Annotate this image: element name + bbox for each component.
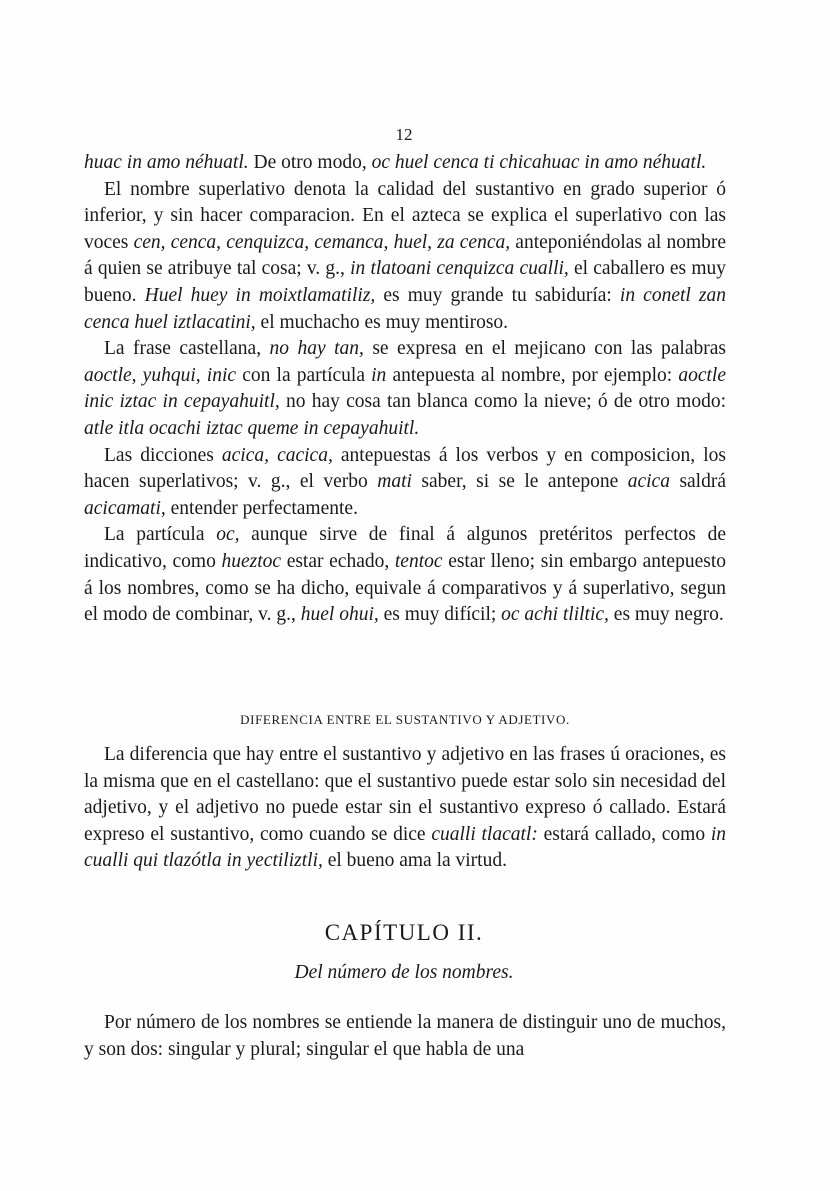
nahuatl-phrase: Huel huey in moixtlamatiliz, <box>144 284 376 306</box>
nahuatl-phrase: oc achi tliltic, <box>501 604 609 626</box>
paragraph-text: el muchacho es muy mentiroso. <box>255 311 509 333</box>
nahuatl-phrase: no hay tan, <box>269 338 364 360</box>
nahuatl-phrase: acica <box>627 471 670 493</box>
paragraph-diferencia <box>84 742 726 875</box>
nahuatl-phrase: acicamati, <box>84 497 166 519</box>
paragraph-text: La diferencia que hay entre el sustantivo y adjetivo en las frases ú oraciones, es la misma que en el castellano: que el sustantivo puede estar solo sin necesidad del adjetivo, y el adjetivo no puede estar sin el sustantivo expreso ó callado. Estará expreso el sustantivo, como cuando se dice <box>84 744 726 845</box>
nahuatl-phrase: cualli tlacatl: <box>431 823 538 845</box>
paragraph-text: El nombre superlativo denota la calidad del sustantivo en grado superior ó inferior, y sin hacer comparacion. En el azteca se explica el superlativo con las voces <box>84 178 726 253</box>
paragraph-numero: Por número de los nombres se entiende la manera de distinguir uno de muchos, y son dos: singular y plural; singular el que habla de una <box>84 1012 726 1060</box>
chapter-subtitle: Del número de los nombres. <box>294 962 514 983</box>
paragraph-particula-oc <box>84 522 726 628</box>
nahuatl-phrase: acica, cacica, <box>221 444 333 466</box>
nahuatl-phrase: oc, <box>216 524 240 546</box>
paragraph-text: es muy difícil; <box>378 604 502 626</box>
paragraph-text: estar echado, <box>281 550 395 572</box>
nahuatl-phrase: huel ohui, <box>300 604 379 626</box>
paragraph-text: estará callado, como <box>537 823 711 845</box>
paragraph-text: se expresa en el mejicano con las palabras <box>363 338 726 360</box>
paragraph-text: saber, si se le antepone <box>411 471 628 493</box>
nahuatl-phrase: tentoc <box>394 550 443 572</box>
nahuatl-phrase: mati <box>377 471 412 493</box>
text-block-lower <box>84 1010 726 1063</box>
page-number: 12 <box>395 125 413 144</box>
section-heading: DIFERENCIA ENTRE EL SUSTANTIVO Y ADJETIVO. <box>240 712 570 727</box>
paragraph-text: no hay cosa tan blanca como la nieve; ó de otro modo: <box>279 391 726 413</box>
nahuatl-phrase: huac in amo néhuatl. <box>84 152 249 173</box>
paragraph-text: aunque sirve de final á algunos pretéritos perfectos de indicativo, como <box>84 524 726 572</box>
paragraph-text: el bueno ama la virtud. <box>322 850 507 872</box>
paragraph-text: es muy negro. <box>608 604 724 626</box>
nahuatl-phrase: hueztoc <box>221 550 282 572</box>
paragraph-frase-castellana <box>84 336 726 442</box>
paragraph-text: La partícula <box>104 524 217 546</box>
nahuatl-phrase: in tlatoani cenquizca cualli, <box>350 258 569 280</box>
paragraph-continuation <box>84 150 726 177</box>
nahuatl-phrase: in conetl zan cenca huel iztlacatini, <box>84 284 727 333</box>
paragraph-text: La frase castellana, <box>104 338 270 360</box>
paragraph-text: entender perfectamente. <box>165 497 358 519</box>
paragraph-superlativo <box>84 177 726 337</box>
paragraph-text: antepuesta al nombre, por ejemplo: <box>386 364 679 386</box>
paragraph-text: con la partícula <box>236 364 372 386</box>
paragraph-text: saldrá <box>669 471 727 493</box>
text-block-middle <box>84 742 726 875</box>
nahuatl-phrase: aoctle, yuhqui, inic <box>84 364 237 386</box>
paragraph-text: De otro modo, <box>248 152 372 173</box>
paragraph-text: el caballero es muy bueno. <box>84 258 726 306</box>
nahuatl-phrase: in <box>371 364 387 386</box>
paragraph-text: antepuestas á los verbos y en composicion, los hacen superlativos; v. g., el verbo <box>84 444 726 493</box>
nahuatl-phrase: atle itla ocachi iztac queme in cepayahuitl. <box>84 417 420 439</box>
nahuatl-phrase: oc huel cenca ti chicahuac in amo néhuatl. <box>371 152 707 173</box>
paragraph-text: Las dicciones <box>104 444 222 466</box>
nahuatl-phrase: aoctle inic iztac in cepayahuitl, <box>84 364 726 413</box>
paragraph-text: anteponiéndolas al nombre á quien se atribuye tal cosa; v. g., <box>84 231 727 280</box>
paragraph-text: es muy grande tu sabiduría: <box>375 284 620 306</box>
nahuatl-phrase: cen, cenca, cenquizca, cemanca, huel, za cenca, <box>133 231 511 253</box>
paragraph-text: estar lleno; sin embargo antepuesto á los nombres, como se ha dicho, equivale á comparativos y á superlativo, segun el modo de combinar, v. g., <box>84 550 726 626</box>
nahuatl-phrase: in cualli qui tlazótla in yectiliztli, <box>84 823 727 872</box>
text-block-upper <box>84 150 726 629</box>
chapter-title: CAPÍTULO II. <box>324 920 484 945</box>
paragraph-dicciones <box>84 443 726 523</box>
